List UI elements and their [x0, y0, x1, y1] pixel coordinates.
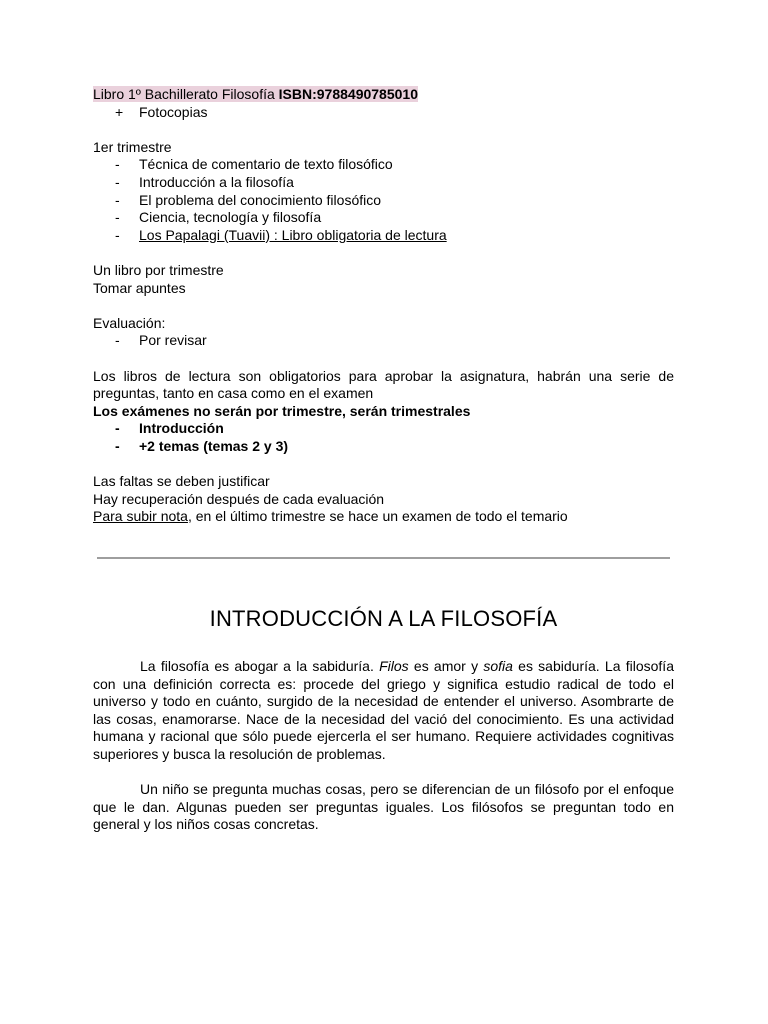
list-item-text: El problema del conocimiento filosófico	[139, 191, 382, 208]
dash-bullet: -	[115, 226, 120, 243]
list-item-text: Fotocopias	[139, 103, 208, 120]
rules-line: Las faltas se deben justificar	[93, 473, 270, 490]
section-body	[93, 658, 674, 834]
list-item	[93, 420, 674, 438]
paragraph-text: es sabiduría. La filosofía con una definición correcta es: procede del griego y significa estudio radical de todo el universo y todo en cuánto, surgido de la necesidad de entender el universo. Asombrarte de las cosas, enamorarse. Nace de la necesidad del vació del conocimiento. Es una actividad humana y racional que sólo puede ejercerla el ser humano. Requiere actividades cognitivas superiores y busca la resolución de problemas.	[93, 658, 674, 762]
filos-term: Filos	[379, 658, 409, 674]
paragraph-text: La filosofía es abogar a la sabiduría.	[140, 658, 380, 674]
list-item	[93, 209, 674, 227]
trimester-heading: 1er trimestre	[93, 138, 172, 155]
list-item-text: Ciencia, tecnología y filosofía	[139, 209, 322, 226]
notes-line: Un libro por trimestre	[93, 261, 224, 278]
rules-line: Hay recuperación después de cada evaluación	[93, 490, 385, 507]
evaluation-heading: Evaluación:	[93, 314, 166, 331]
list-item-text: Técnica de comentario de texto filosófico	[139, 156, 393, 173]
paragraph-text: es amor y	[408, 658, 484, 674]
reading-book-link: Los Papalagi (Tuavii) : Libro obligatoria de lectura	[139, 226, 447, 243]
list-item	[93, 104, 674, 122]
dash-bullet: -	[115, 437, 120, 454]
rules-line	[93, 508, 674, 526]
raise-grade-text: Para subir nota	[93, 508, 188, 525]
dash-bullet: -	[115, 173, 120, 190]
dash-bullet: -	[115, 332, 120, 349]
exam-note: Los exámenes no serán por trimestre, serán trimestrales	[93, 402, 471, 419]
body-paragraph: Un niño se pregunta muchas cosas, pero se diferencian de un filósofo por el enfoque que le dan. Algunas pueden ser preguntas iguales. Los filósofos se preguntan todo en general y los niños cosas concretas.	[93, 781, 674, 833]
list-item	[93, 438, 674, 456]
book-highlight	[93, 86, 418, 102]
list-item	[93, 192, 674, 210]
list-item	[93, 174, 674, 192]
list-item-text: Introducción a la filosofía	[139, 173, 294, 190]
notes-line: Tomar apuntes	[93, 279, 186, 296]
reading-paragraph-line: Los libros de lectura son obligatorios para aprobar la asignatura, habrán una serie de	[93, 367, 674, 384]
dash-bullet: -	[115, 191, 120, 208]
rules-line-rest: , en el último trimestre se hace un examen de todo el temario	[187, 508, 568, 525]
horizontal-divider	[97, 557, 670, 559]
plus-bullet: +	[115, 103, 124, 120]
list-item	[93, 227, 674, 245]
list-item-text: Por revisar	[139, 332, 207, 349]
book-text: Libro 1º Bachillerato Filosofía	[93, 86, 279, 102]
dash-bullet: -	[115, 420, 120, 437]
list-item	[93, 156, 674, 174]
document-page	[93, 86, 674, 526]
list-item-text: Introducción	[139, 420, 224, 437]
book-line	[93, 86, 674, 104]
isbn-text: ISBN:9788490785010	[278, 86, 418, 102]
body-paragraph	[93, 658, 674, 764]
reading-paragraph-line: preguntas, tanto en casa como en el examen	[93, 385, 374, 402]
sofia-term: sofia	[483, 658, 513, 674]
list-item	[93, 332, 674, 350]
dash-bullet: -	[115, 209, 120, 226]
dash-bullet: -	[115, 156, 120, 173]
list-item-text: +2 temas (temas 2 y 3)	[139, 437, 289, 454]
section-title: INTRODUCCIÓN A LA FILOSOFÍA	[209, 606, 558, 631]
